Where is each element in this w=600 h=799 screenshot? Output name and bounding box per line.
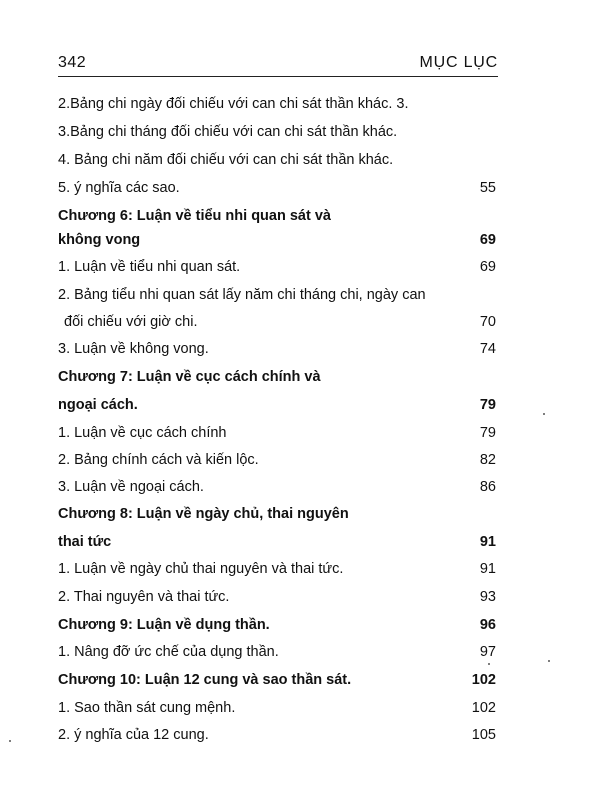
toc-entry-title: 1. Nâng đỡ ức chế của dụng thần. — [58, 644, 279, 660]
scan-speck — [548, 660, 550, 662]
toc-entry-title: 1. Luận về cục cách chính — [58, 425, 227, 441]
toc-entry-title: 2.Bảng chi ngày đối chiếu với can chi sát thần khác. 3. — [58, 96, 409, 112]
toc-chapter-row — [58, 204, 498, 228]
toc-page-number: 79 — [479, 425, 496, 441]
toc-page-number: 70 — [479, 314, 496, 330]
toc-entry-title: 2. Bảng tiểu nhi quan sát lấy năm chi tháng chi, ngày can — [58, 287, 426, 303]
toc-entry-row — [58, 448, 498, 472]
toc-entry-title: 1. Luận về ngày chủ thai nguyên và thai tức. — [58, 561, 344, 577]
toc-entry-title: Chương 7: Luận về cục cách chính và — [58, 369, 321, 385]
toc-entry-row — [58, 310, 498, 334]
toc-page-number: 97 — [479, 644, 496, 660]
toc-entry-row — [58, 723, 498, 747]
running-title: MỤC LỤC — [419, 54, 498, 71]
toc-entry-row — [58, 696, 498, 720]
toc-page-number: 79 — [479, 397, 496, 413]
toc-entry-title: 2. Thai nguyên và thai tức. — [58, 589, 230, 605]
scan-speck — [543, 413, 545, 415]
toc-chapter-row — [58, 613, 498, 637]
toc-entry-title: 3.Bảng chi tháng đối chiếu với can chi sát thần khác. — [58, 124, 398, 140]
toc-entry-row — [58, 585, 498, 609]
toc-entry-title: đối chiếu với giờ chi. — [64, 314, 198, 330]
toc-chapter-row — [58, 502, 498, 526]
toc-entry-row — [58, 176, 498, 200]
toc-entry-row — [58, 120, 498, 144]
toc-page-number: 91 — [479, 561, 496, 577]
toc-chapter-row — [58, 668, 498, 692]
toc-entry-title: thai tức — [58, 534, 112, 550]
toc-entry-title: Chương 9: Luận về dụng thần. — [58, 617, 270, 633]
scan-speck — [9, 740, 11, 742]
toc-entry-row — [58, 475, 498, 499]
toc-page-number: 69 — [479, 232, 496, 248]
toc-page-number: 102 — [471, 700, 496, 716]
toc-entry-title: 1. Sao thần sát cung mệnh. — [58, 700, 236, 716]
toc-entry-title: 1. Luận về tiểu nhi quan sát. — [58, 259, 241, 275]
toc-entry-title: Chương 10: Luận 12 cung và sao thần sát. — [58, 672, 352, 688]
toc-page-number: 74 — [479, 341, 496, 357]
scan-speck — [488, 663, 490, 665]
toc-page-number: 105 — [471, 727, 496, 743]
toc-page-number: 55 — [479, 180, 496, 196]
toc-entry-row — [58, 283, 498, 307]
toc-chapter-row — [58, 530, 498, 554]
toc-entry-title: Chương 8: Luận về ngày chủ, thai nguyên — [58, 506, 349, 522]
toc-page-number: 102 — [471, 672, 496, 688]
toc-entry-title: ngoại cách. — [58, 397, 138, 413]
toc-entry-row — [58, 255, 498, 279]
toc-chapter-row — [58, 228, 498, 252]
toc-page-number: 82 — [479, 452, 496, 468]
toc-entry-row — [58, 557, 498, 581]
toc-page-number: 69 — [479, 259, 496, 275]
toc-entry-title: 2. Bảng chính cách và kiến lộc. — [58, 452, 259, 468]
toc-page-number: 93 — [479, 589, 496, 605]
toc-entry-title: 3. Luận về không vong. — [58, 341, 209, 357]
toc-page-number: 96 — [479, 617, 496, 633]
toc-entry-title: Chương 6: Luận về tiểu nhi quan sát và — [58, 208, 331, 224]
toc-entry-title: 2. ý nghĩa của 12 cung. — [58, 727, 209, 743]
toc-entry-title: 3. Luận về ngoại cách. — [58, 479, 204, 495]
toc-page-number: 86 — [479, 479, 496, 495]
toc-entry-row — [58, 92, 498, 116]
toc-entry-title: 5. ý nghĩa các sao. — [58, 180, 180, 196]
page-header — [58, 52, 498, 77]
toc-page-number: 91 — [479, 534, 496, 550]
toc-entry-title: 4. Bảng chi năm đối chiếu với can chi sát thần khác. — [58, 152, 394, 168]
page-number: 342 — [58, 54, 87, 71]
toc-chapter-row — [58, 393, 498, 417]
toc-entry-row — [58, 421, 498, 445]
toc-entry-title: không vong — [58, 232, 141, 248]
toc-entry-row — [58, 640, 498, 664]
toc-chapter-row — [58, 365, 498, 389]
toc-entry-row — [58, 148, 498, 172]
toc-entry-row — [58, 337, 498, 361]
